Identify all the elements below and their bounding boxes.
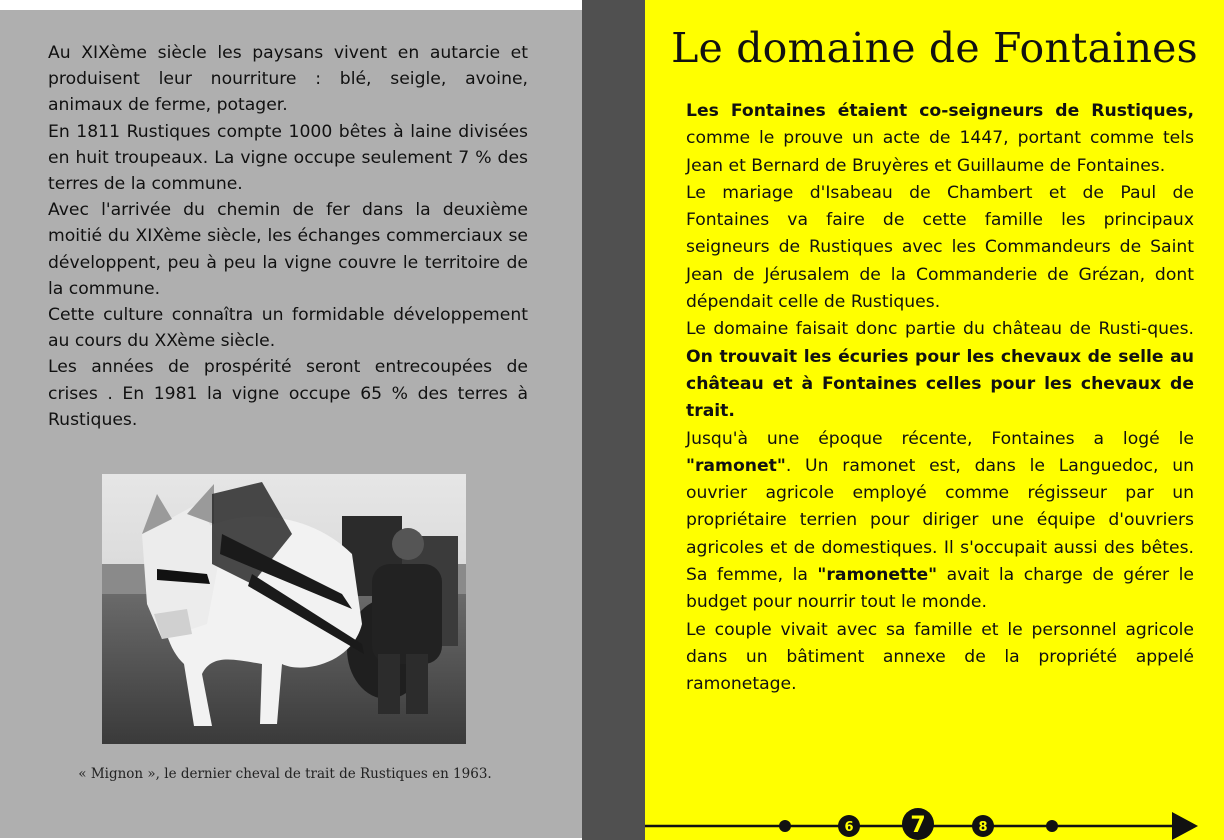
- nav-page-6-label: 6: [844, 820, 854, 835]
- page-navigation: [645, 800, 1224, 840]
- left-paragraph: En 1811 Rustiques compte 1000 bêtes à laine divisées en huit troupeaux. La vigne occupe seulement 7 % des terres de la commune.: [48, 121, 528, 195]
- right-paragraph: Le couple vivait avec sa famille et le personnel agricole dans un bâtiment annexe de la propriété appelé ramonetage.: [686, 619, 1194, 695]
- text-span: Le domaine faisait donc partie du château de Rusti-ques.: [686, 319, 1194, 340]
- nav-page-8[interactable]: [972, 815, 994, 837]
- left-paragraph: Les années de prospérité seront entrecoupées de crises . En 1981 la vigne occupe 65 % des terres à Rustiques.: [48, 357, 528, 430]
- nav-page-8-label: 8: [978, 820, 988, 835]
- left-paragraph: Avec l'arrivée du chemin de fer dans la deuxième moitié du XIXème siècle, les échanges commerciaux se développent, peu à peu la vigne couvre le territoire de la commune.: [48, 200, 528, 299]
- text-span: comme le prouve un acte de 1447, portant comme tels Jean et Bernard de Bruyères et Guillaume de Fontaines.: [686, 128, 1194, 176]
- text-span: . Un ramonet est, dans le Languedoc, un ouvrier agricole employé comme régisseur par un propriétaire terrien pour diriger une équipe d'ouvriers agricoles et de domestiques. Il s'occupait aussi des bêtes. Sa femme, la: [686, 455, 1194, 586]
- text-span: Jusqu'à une époque récente, Fontaines a logé le: [686, 428, 1194, 449]
- nav-dot[interactable]: [1046, 820, 1058, 832]
- right-paragraph: [686, 98, 1194, 180]
- left-paragraph: Au XIXème siècle les paysans vivent en autarcie et produisent leur nourriture : blé, seigle, avoine, animaux de ferme, potager.: [48, 43, 528, 116]
- nav-page-7-label: 7: [910, 813, 926, 838]
- bold-text: On trouvait les écuries pour les chevaux de selle au château et à Fontaines celles pour les chevaux de trait.: [686, 346, 1194, 422]
- left-body-text: [48, 40, 528, 433]
- text-span: avait la charge de gérer le budget pour nourrir tout le monde.: [686, 565, 1194, 613]
- left-paragraph: Cette culture connaîtra un formidable développement au cours du XXème siècle.: [48, 305, 528, 352]
- next-arrow-icon[interactable]: [1172, 812, 1198, 840]
- right-paragraph: [686, 426, 1194, 617]
- nav-dot[interactable]: [779, 820, 791, 832]
- nav-page-6[interactable]: [838, 815, 860, 837]
- page-gutter: [582, 0, 645, 840]
- nav-page-7-current[interactable]: [902, 808, 934, 840]
- right-paragraph: Le mariage d'Isabeau de Chambert et de Paul de Fontaines va faire de cette famille les principaux seigneurs de Rustiques avec les Commandeurs de Saint Jean de Jérusalem de la Commanderie de Grézan, dont dépendait celle de Rustiques.: [686, 182, 1194, 313]
- bold-text: "ramonet": [686, 455, 786, 476]
- bold-text: Les Fontaines étaient co-seigneurs de Rustiques,: [686, 101, 1194, 121]
- page-title: Le domaine de Fontaines: [671, 24, 1198, 72]
- bold-text: "ramonette": [817, 565, 938, 586]
- right-paragraph: [686, 316, 1194, 425]
- horse-photo: [102, 474, 466, 744]
- photo-caption: « Mignon », le dernier cheval de trait de Rustiques en 1963.: [78, 766, 492, 782]
- right-body-text: [686, 98, 1194, 699]
